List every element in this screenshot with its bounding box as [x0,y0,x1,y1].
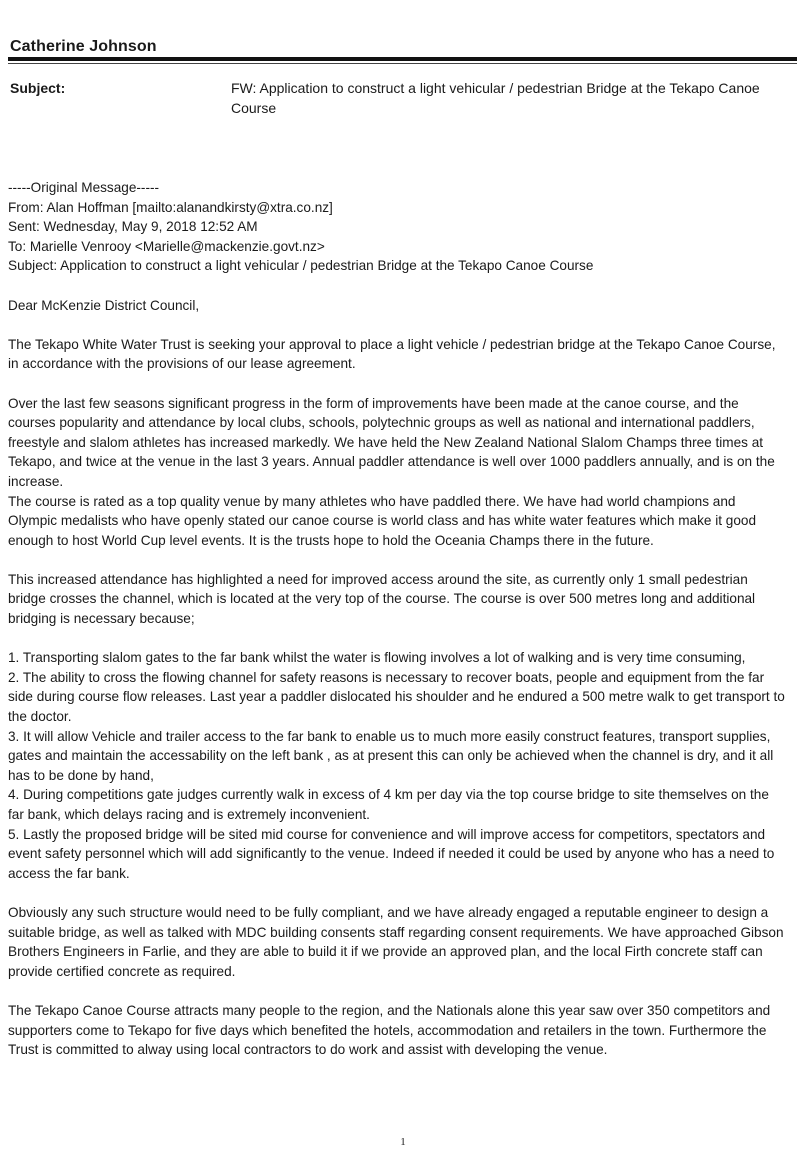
list-item: 5. Lastly the proposed bridge will be sited mid course for convenience and will improve access for competitors, spectators and event safety personnel which will add significantly to the venue. Indeed if needed it could be used by anyone who has a need to access the far bank. [8,826,775,881]
paragraph-4: This increased attendance has highlighted a need for improved access around the site, as currently only 1 small pedestrian bridge crosses the channel, which is located at the very top of the course. The course is over 500 metres long and additional bridging is necessary because; [8,571,756,627]
list-item: 2. The ability to cross the flowing channel for safety reasons is necessary to recover boats, people and equipment from the far side during course flow releases. Last year a paddler dislocated his shoulder and he endured a 500 metre walk to get transport to the doctor. [8,669,785,725]
paragraph-2: Over the last few seasons significant progress in the form of improvements have been made at the canoe course, and the courses popularity and attendance by local clubs, schools, polytechnic groups as well as national and international paddlers, freestyle and slalom athletes has increased markedly. We have held the New Zealand National Slalom Champs three times at Tekapo, and twice at the venue in the last 3 years. Annual paddler attendance is well over 1000 paddlers annually, and is on the increase. [8,395,775,489]
list-item: 3. It will allow Vehicle and trailer access to the far bank to enable us to much more easily construct features, transport supplies, gates and maintain the accessability on the left bank , as at present this can only be achieved when the channel is dry, and it all has to be done by hand, [8,728,774,783]
original-message-header [8,178,786,276]
email-body [8,178,786,1060]
sent-line: Sent: Wednesday, May 9, 2018 12:52 AM [8,219,258,235]
list-item: 1. Transporting slalom gates to the far bank whilst the water is flowing involves a lot of walking and is very time consuming, [8,650,746,666]
original-message-separator: -----Original Message----- [8,180,160,195]
paragraph-5: Obviously any such structure would need to be fully compliant, and we have already engaged a reputable engineer to design a suitable bridge, as well as talked with MDC building consents staff regarding consent requirements. We have approached Gibson Brothers Engineers in Farlie, and they are able to build it if we provide an approved plan, and the local Firth concrete staff can provide certified concrete as required. [8,904,784,979]
sender-name: Catherine Johnson [10,38,157,55]
salutation: Dear McKenzie District Council, [8,297,200,313]
subject-label: Subject: [10,80,66,96]
from-line: From: Alan Hoffman [mailto:alanandkirsty@xtra.co.nz] [8,199,333,215]
paragraph-3: The course is rated as a top quality venue by many athletes who have paddled there. We have had world champions and Olympic medalists who have openly stated our canoe course is world class and has white water features which make it good enough to host World Cup level events. It is the trusts hope to hold the Oceania Champs there in the future. [8,493,757,548]
to-line: To: Marielle Venrooy <Marielle@mackenzie.govt.nz> [8,238,325,254]
subject-line: Subject: Application to construct a light vehicular / pedestrian Bridge at the Tekapo Canoe Course [8,258,594,274]
subject-value: FW: Application to construct a light vehicular / pedestrian Bridge at the Tekapo Canoe Course [231,80,760,116]
paragraph-1: The Tekapo White Water Trust is seeking your approval to place a light vehicle / pedestrian bridge at the Tekapo Canoe Course, in accordance with the provisions of our lease agreement. [8,336,776,372]
header-rule-thin [8,63,797,64]
header-rule [8,57,797,61]
list-item: 4. During competitions gate judges currently walk in excess of 4 km per day via the top course bridge to site themselves on the far bank, which delays racing and is extremely inconvenient. [8,787,769,822]
paragraph-6: The Tekapo Canoe Course attracts many people to the region, and the Nationals alone this year saw over 350 competitors and supporters come to Tekapo for five days which benefited the hotels, accommodation and retailers in the town. Furthermore the Trust is committed to alway using local contractors to do work and assist with developing the venue. [8,1002,771,1058]
page-number: 1 [400,1136,406,1148]
